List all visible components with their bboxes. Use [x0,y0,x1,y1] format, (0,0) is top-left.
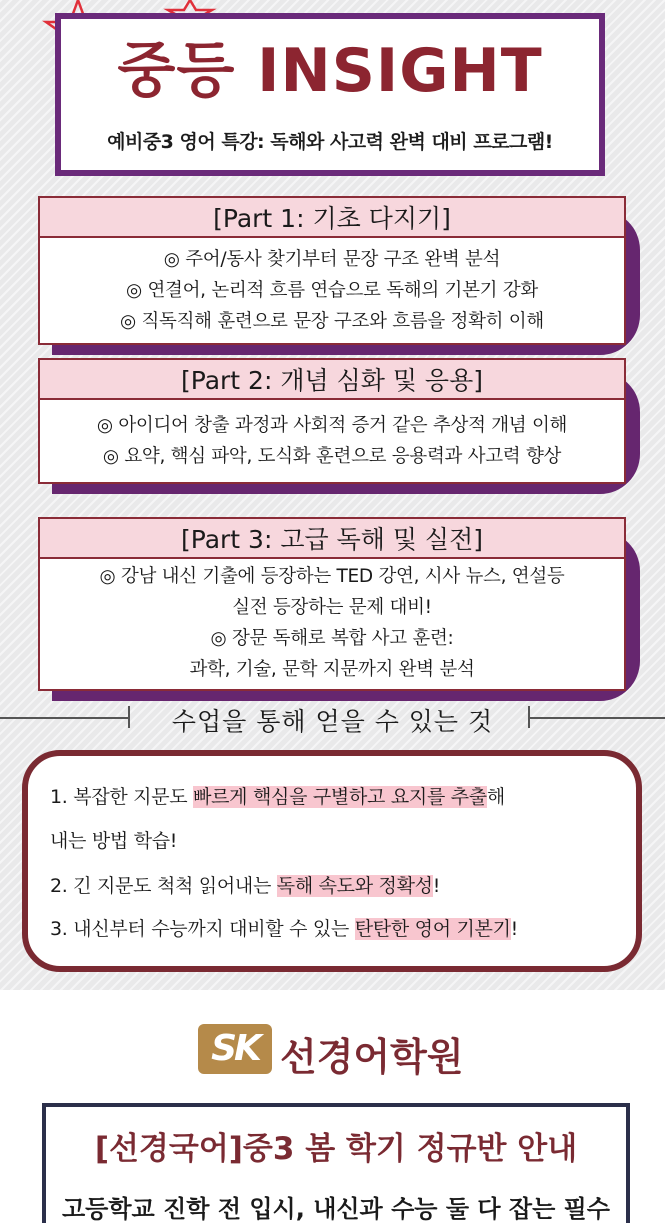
part-3-body [38,559,626,691]
benefit-item-1 [50,782,505,809]
notice-partial-line: 고등학교 진학 전 입시, 내신과 수능 둘 다 잡는 필수 [62,1195,610,1223]
benefit-item-3 [50,914,518,941]
part-1-body [38,238,626,345]
part-3-card [38,517,626,691]
part-3-line: 과학, 기술, 문학 지문까지 완벽 분석 [189,659,475,680]
benefit-text: 1. 복잡한 지문도 [50,786,194,808]
part-1-line: ◎ 연결어, 논리적 흐름 연습으로 독해의 기본기 강화 [126,280,538,301]
sk-logo-icon [198,1024,272,1074]
part-1-line: ◎ 직독직해 훈련으로 문장 구조와 흐름을 정확히 이해 [120,311,544,332]
part-2-body [38,400,626,484]
part-2-title: [Part 2: 개념 심화 및 응용] [38,358,626,400]
benefit-highlight: 탄탄한 영어 기본기 [354,918,511,940]
part-3-line: 실전 등장하는 문제 대비! [232,597,432,618]
part-3-line: ◎ 강남 내신 기출에 등장하는 TED 강연, 시사 뉴스, 연설등 [99,566,565,587]
benefit-text: 2. 긴 지문도 척척 읽어내는 [50,875,277,897]
part-2-line: ◎ 요약, 핵심 파악, 도식화 훈련으로 응용력과 사고력 향상 [102,446,562,467]
part-1-title: [Part 1: 기초 다지기] [38,196,626,238]
divider-label: 수업을 통해 얻을 수 있는 것 [171,707,494,736]
logo-mark-text: SK [211,1028,259,1069]
notice-title: [선경국어]중3 봄 학기 정규반 안내 [94,1131,578,1167]
benefit-text: 3. 내신부터 수능까지 대비할 수 있는 [50,918,355,940]
part-3-title: [Part 3: 고급 독해 및 실전] [38,517,626,559]
page-title: 중등 INSIGHT [117,36,543,106]
academy-name: 선경어학원 [280,1035,464,1079]
benefits-box [22,750,642,972]
page-subtitle: 예비중3 영어 특강: 독해와 사고력 완벽 대비 프로그램! [107,131,553,153]
header-box [55,13,605,176]
part-1-card [38,196,626,345]
notice-box [42,1103,630,1223]
part-3-line: ◎ 장문 독해로 복합 사고 훈련: [210,628,454,649]
benefit-text: 해 [486,786,505,808]
benefit-text: ! [510,918,518,940]
section-divider [0,700,665,740]
benefit-item-1-cont: 내는 방법 학습! [50,830,178,852]
part-2-line: ◎ 아이디어 창출 과정과 사회적 증거 같은 추상적 개념 이해 [96,415,568,436]
part-2-card [38,358,626,484]
benefit-highlight: 빠르게 핵심을 구별하고 요지를 추출 [193,786,487,808]
benefit-item-2 [50,871,440,898]
benefit-highlight: 독해 속도와 정확성 [276,875,433,897]
benefit-text: ! [432,875,441,897]
part-1-line: ◎ 주어/동사 찾기부터 문장 구조 완벽 분석 [163,249,501,270]
